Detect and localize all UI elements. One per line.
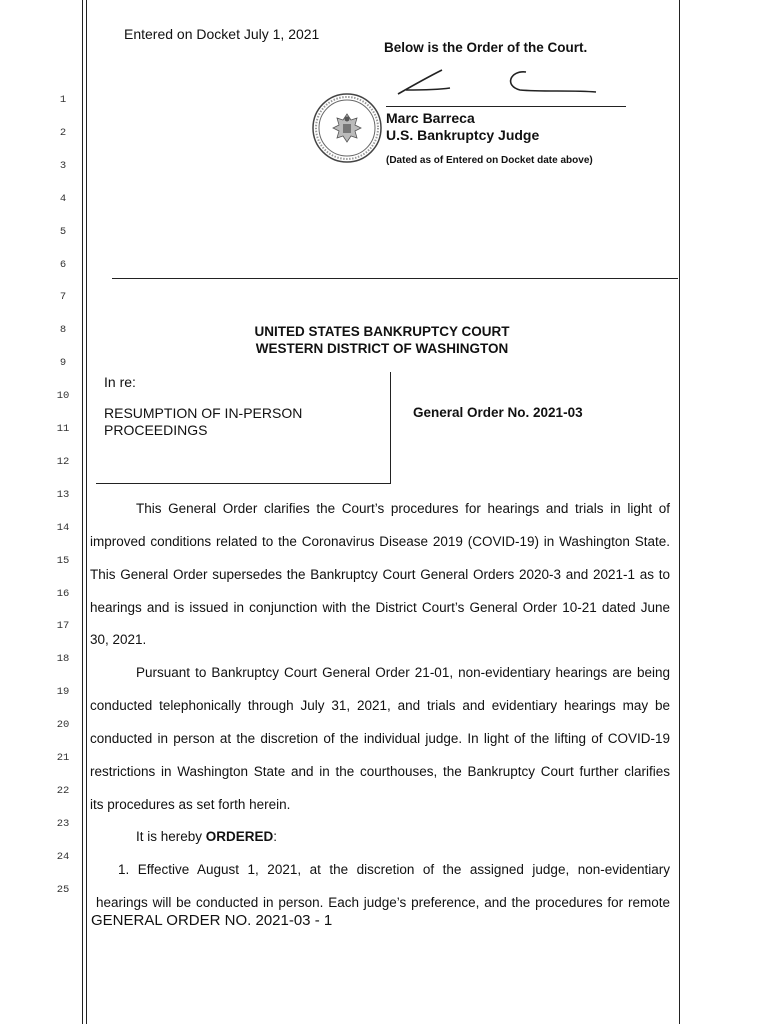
header-divider	[112, 278, 678, 279]
line-number: 12	[56, 455, 70, 468]
line-number: 6	[59, 258, 67, 271]
body-line: conducted in person at the discretion of the individual judge. In light of the lifting of COVID-19	[90, 731, 670, 746]
line-number: 14	[56, 521, 70, 534]
line-number: 20	[56, 719, 70, 732]
court-district: WESTERN DISTRICT OF WASHINGTON	[255, 341, 509, 356]
line-number: 22	[56, 784, 70, 797]
line-number: 24	[56, 850, 70, 863]
line-number: 1	[59, 94, 67, 106]
body-line: This General Order clarifies the Court’s procedures for hearings and trials in light of	[136, 501, 670, 516]
judge-title: U.S. Bankruptcy Judge	[386, 127, 540, 143]
line-number: 23	[56, 817, 70, 830]
line-number: 25	[56, 883, 70, 896]
caption-divider-horizontal	[96, 483, 391, 484]
line-number: 5	[59, 225, 67, 238]
body-line: This General Order supersedes the Bankruptcy Court General Orders 2020-3 and 2021-1 as to	[90, 567, 670, 582]
ordered-prefix: It is hereby	[136, 829, 206, 844]
body-line: conducted telephonically through July 31, 2021, and trials and evidentiary hearings may be	[90, 698, 670, 713]
line-number: 15	[56, 554, 70, 567]
line-number: 10	[56, 390, 70, 403]
order-heading: Below is the Order of the Court.	[384, 40, 588, 55]
line-number: 2	[59, 126, 67, 139]
line-number: 3	[59, 159, 67, 172]
caption-matter-line-2: PROCEEDINGS	[104, 422, 208, 438]
general-order-number: General Order No. 2021-03	[413, 405, 583, 420]
line-number: 19	[56, 686, 70, 699]
signature-icon	[392, 64, 602, 104]
caption-divider-vertical	[390, 372, 391, 483]
margin-rule-right	[679, 0, 680, 1024]
court-name: UNITED STATES BANKRUPTCY COURT	[254, 324, 510, 339]
dated-note: (Dated as of Entered on Docket date above)	[386, 155, 593, 166]
line-number: 11	[56, 423, 70, 435]
numbered-item-line: hearings will be conducted in person. Each judge’s preference, and the procedures for remote	[96, 895, 670, 910]
line-number: 16	[56, 587, 70, 600]
page-footer: GENERAL ORDER NO. 2021-03 - 1	[91, 912, 333, 929]
line-number: 13	[56, 488, 70, 501]
caption-matter-line-1: RESUMPTION OF IN-PERSON	[104, 405, 303, 421]
body-line: its procedures as set forth herein.	[90, 797, 291, 812]
body-line: improved conditions related to the Coronavirus Disease 2019 (COVID-19) in Washington State.	[90, 534, 670, 549]
line-number: 7	[59, 291, 67, 304]
line-number: 17	[56, 620, 70, 633]
body-line: restrictions in Washington State and in the courthouses, the Bankruptcy Court further clarifies	[90, 764, 670, 779]
line-number: 4	[59, 192, 67, 205]
body-line: 30, 2021.	[90, 632, 147, 647]
judge-name: Marc Barreca	[386, 110, 475, 126]
ordered-line	[136, 829, 716, 844]
ordered-word: ORDERED	[205, 829, 274, 844]
ordered-suffix: :	[273, 829, 278, 844]
numbered-item-line: 1. Effective August 1, 2021, at the discretion of the assigned judge, non-evidentiary	[118, 862, 670, 877]
line-number: 9	[59, 357, 67, 370]
court-seal-icon	[311, 92, 383, 164]
body-line: Pursuant to Bankruptcy Court General Order 21-01, non-evidentiary hearings are being	[136, 665, 670, 680]
body-line: hearings and is issued in conjunction with the District Court’s General Order 10-21 dated June	[90, 600, 670, 615]
signature-line	[386, 106, 626, 107]
line-number: 18	[56, 653, 70, 666]
line-number: 8	[59, 324, 67, 337]
margin-rule-left-inner	[86, 0, 87, 1024]
docket-entry: Entered on Docket July 1, 2021	[124, 26, 320, 42]
line-number: 21	[56, 752, 70, 764]
caption-in-re: In re:	[104, 374, 136, 390]
margin-rule-left-outer	[82, 0, 83, 1024]
